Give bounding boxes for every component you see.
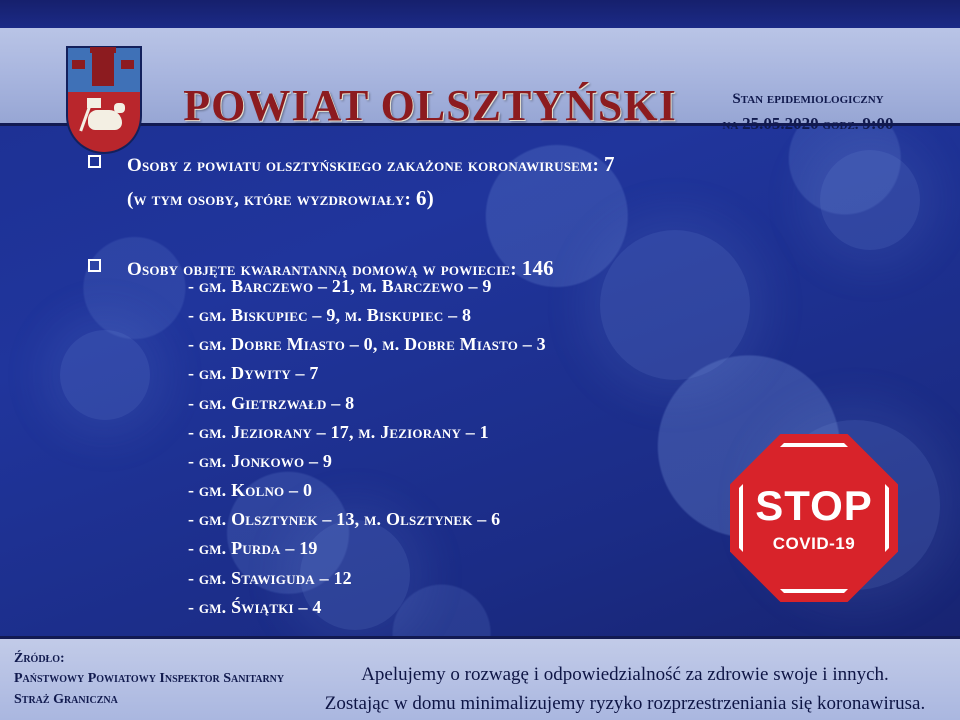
statistics-list [88,148,788,289]
status-date: 25.05.2020 [742,113,819,133]
list-item: - gm. Purda – 19 [188,538,318,559]
status-block [678,88,938,136]
stop-sign-icon [730,434,898,602]
spacer [88,218,788,252]
coat-of-arms-icon [58,46,150,154]
page-title: POWIAT OLSZTYŃSKI [183,81,677,130]
list-item: - gm. Gietrzwałd – 8 [188,392,355,413]
source-line: Straż Graniczna [14,691,118,707]
status-date-prefix: na [722,116,739,133]
checkbox-icon [88,259,101,272]
source-line: Państwowy Powiatowy Inspektor Sanitarny [14,671,285,687]
list-item: - gm. Kolno – 0 [188,480,313,501]
stop-sign-subtext: COVID-19 [772,534,856,553]
checkbox-icon [88,155,101,168]
infected-text [127,148,615,214]
infected-label: Osoby z powiatu olsztyńskiego zakażone koronawirusem: [127,155,600,176]
status-label: Stan epidemiologiczny [732,91,884,107]
list-item: - gm. Jonkowo – 9 [188,450,333,471]
list-item: - gm. Jeziorany – 17, m. Jeziorany – 1 [188,421,489,442]
list-item: - gm. Olsztynek – 13, m. Olsztynek – 6 [188,509,501,530]
list-item: - gm. Barczewo – 21, m. Barczewo – 9 [188,276,492,296]
source-block [14,649,284,710]
status-time: 9:00 [862,113,894,133]
virus-blob-icon [60,330,150,420]
list-item: - gm. Biskupiec – 9, m. Biskupiec – 8 [188,305,472,326]
footer-band [0,636,960,720]
list-item-infected [88,148,788,214]
header-band [0,28,960,133]
appeal-line-1: Apelujemy o rozwagę i odpowiedzialność za zdrowie swoje i innych. [361,664,889,685]
status-time-prefix: godz. [822,116,859,133]
quarantine-value: 146 [521,256,554,281]
quarantine-label: Osoby objęte kwarantanną domową w powiecie: [127,259,517,281]
recovered-label: (w tym osoby, które wyzdrowiały: [127,188,412,210]
source-label: Źródło: [14,651,65,666]
top-accent-bar [0,0,960,28]
appeal-text [300,661,950,718]
municipality-list [188,272,808,622]
appeal-line-2: Zostając w domu minimalizujemy ryzyko rozprzestrzeniania się koronawirusa. [324,692,926,714]
list-item: - gm. Dobre Miasto – 0, m. Dobre Miasto – 3 [188,334,546,355]
list-item: - gm. Świątki – 4 [188,596,322,617]
infected-value: 7 [603,152,615,176]
stop-sign-text: STOP [755,482,873,529]
virus-blob-icon [820,150,920,250]
recovered-value: 6) [416,185,434,210]
list-item: - gm. Stawiguda – 12 [188,567,352,588]
list-item: - gm. Dywity – 7 [188,363,319,384]
